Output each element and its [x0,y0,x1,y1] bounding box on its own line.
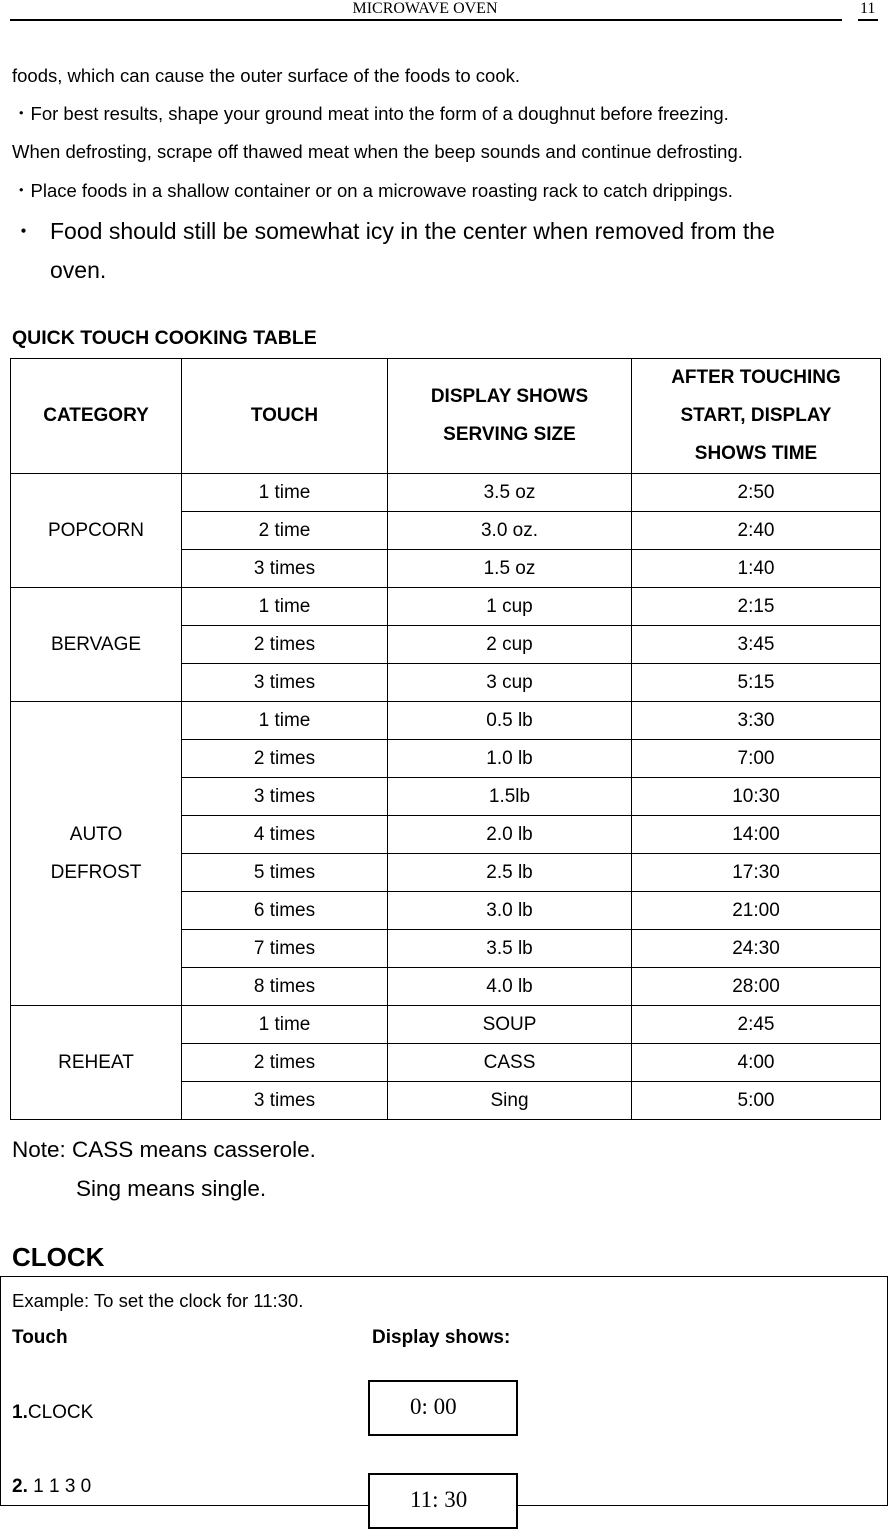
size-cell: 4.0 lb [388,968,632,1006]
time-cell: 1:40 [632,550,881,588]
page-number: 11 [860,0,876,17]
touch-cell: 3 times [182,1082,388,1120]
header-after-line-1: AFTER TOUCHING [671,367,841,388]
clock-step-2 [12,1476,91,1498]
touch-cell: 1 time [182,1006,388,1044]
note-line-1: Note: CASS means casserole. [12,1137,316,1162]
time-cell: 10:30 [632,778,881,816]
display-1-value: 0: 00 [410,1394,457,1419]
table-row [11,1006,881,1044]
size-cell: Sing [388,1082,632,1120]
size-cell: SOUP [388,1006,632,1044]
time-cell: 24:30 [632,930,881,968]
size-cell: 3.5 oz [388,474,632,512]
paragraph-2 [12,100,729,126]
category-auto-defrost-line-1: AUTO [69,823,123,845]
time-cell: 14:00 [632,816,881,854]
size-cell: 3.0 lb [388,892,632,930]
header-display-line-1: DISPLAY SHOWS [430,386,589,407]
header-after-line-3: SHOWS TIME [694,443,818,464]
size-cell: 2 cup [388,626,632,664]
header-after-touching [632,359,881,474]
paragraph-5-line-2: oven. [50,257,107,283]
size-cell: 1.0 lb [388,740,632,778]
table-row [11,588,881,626]
clock-title: CLOCK [12,1242,105,1272]
bullet: ・ [12,180,31,201]
size-cell: 2.5 lb [388,854,632,892]
category-bervage: BERVAGE [11,588,182,702]
touch-cell: 4 times [182,816,388,854]
display-box-1 [368,1380,518,1436]
time-cell: 5:00 [632,1082,881,1120]
size-cell: 3.5 lb [388,930,632,968]
category-auto-defrost [11,702,182,1006]
display-box-2 [368,1473,518,1529]
header-rule [10,19,842,21]
size-cell: CASS [388,1044,632,1082]
bullet: ・ [12,218,35,244]
touch-cell: 8 times [182,968,388,1006]
touch-label: Touch [12,1327,68,1348]
paragraph-1: foods, which can cause the outer surface of the foods to cook. [12,65,521,86]
paragraph-3: When defrosting, scrape off thawed meat when the beep sounds and continue defrosting. [12,141,743,162]
time-cell: 2:50 [632,474,881,512]
display-2-value: 11: 30 [410,1487,468,1512]
note-line-2: Sing means single. [76,1176,267,1201]
touch-cell: 3 times [182,664,388,702]
size-cell: 0.5 lb [388,702,632,740]
header-display-shows [388,359,632,474]
step-1-text: CLOCK [27,1402,94,1423]
time-cell: 2:40 [632,512,881,550]
header-touch: TOUCH [182,359,388,474]
paragraph-2-text: For best results, shape your ground meat into the form of a doughnut before freezing. [30,103,729,124]
touch-cell: 1 time [182,474,388,512]
display-label: Display shows: [372,1327,511,1348]
size-cell: 1.5lb [388,778,632,816]
quick-touch-cooking-table [10,358,881,1120]
time-cell: 21:00 [632,892,881,930]
table-title: QUICK TOUCH COOKING TABLE [12,327,317,349]
touch-cell: 3 times [182,778,388,816]
category-auto-defrost-line-2: DEFROST [50,861,142,883]
table-header-row [11,359,881,474]
step-2-text: 1 1 3 0 [27,1476,92,1497]
size-cell: 3.0 oz. [388,512,632,550]
touch-cell: 7 times [182,930,388,968]
note [12,1130,316,1208]
step-2-number: 2. [12,1476,28,1497]
header-title: MICROWAVE OVEN [352,0,498,17]
category-reheat: REHEAT [11,1006,182,1120]
paragraph-4-text: Place foods in a shallow container or on a microwave roasting rack to catch drippings. [30,180,733,201]
clock-step-1 [12,1402,93,1424]
table-row [11,474,881,512]
time-cell: 7:00 [632,740,881,778]
paragraph-5 [12,212,872,290]
size-cell: 2.0 lb [388,816,632,854]
touch-cell: 2 times [182,1044,388,1082]
paragraph-4 [12,177,733,203]
table-row [11,702,881,740]
touch-cell: 5 times [182,854,388,892]
header-category: CATEGORY [11,359,182,474]
touch-cell: 1 time [182,588,388,626]
clock-example: Example: To set the clock for 11:30. [12,1290,304,1311]
header-after-line-2: START, DISPLAY [680,405,832,426]
time-cell: 5:15 [632,664,881,702]
header-display-line-2: SERVING SIZE [443,424,576,445]
touch-cell: 2 time [182,512,388,550]
paragraph-5-line-1: Food should still be somewhat icy in the center when removed from the [50,218,775,244]
touch-cell: 3 times [182,550,388,588]
size-cell: 1.5 oz [388,550,632,588]
size-cell: 3 cup [388,664,632,702]
time-cell: 3:45 [632,626,881,664]
page-number-rule [858,19,878,21]
touch-cell: 2 times [182,740,388,778]
category-popcorn: POPCORN [11,474,182,588]
time-cell: 28:00 [632,968,881,1006]
time-cell: 17:30 [632,854,881,892]
time-cell: 2:15 [632,588,881,626]
bullet: ・ [12,103,31,124]
touch-cell: 6 times [182,892,388,930]
size-cell: 1 cup [388,588,632,626]
touch-cell: 1 time [182,702,388,740]
time-cell: 4:00 [632,1044,881,1082]
time-cell: 2:45 [632,1006,881,1044]
step-1-number: 1. [12,1402,28,1423]
time-cell: 3:30 [632,702,881,740]
touch-cell: 2 times [182,626,388,664]
